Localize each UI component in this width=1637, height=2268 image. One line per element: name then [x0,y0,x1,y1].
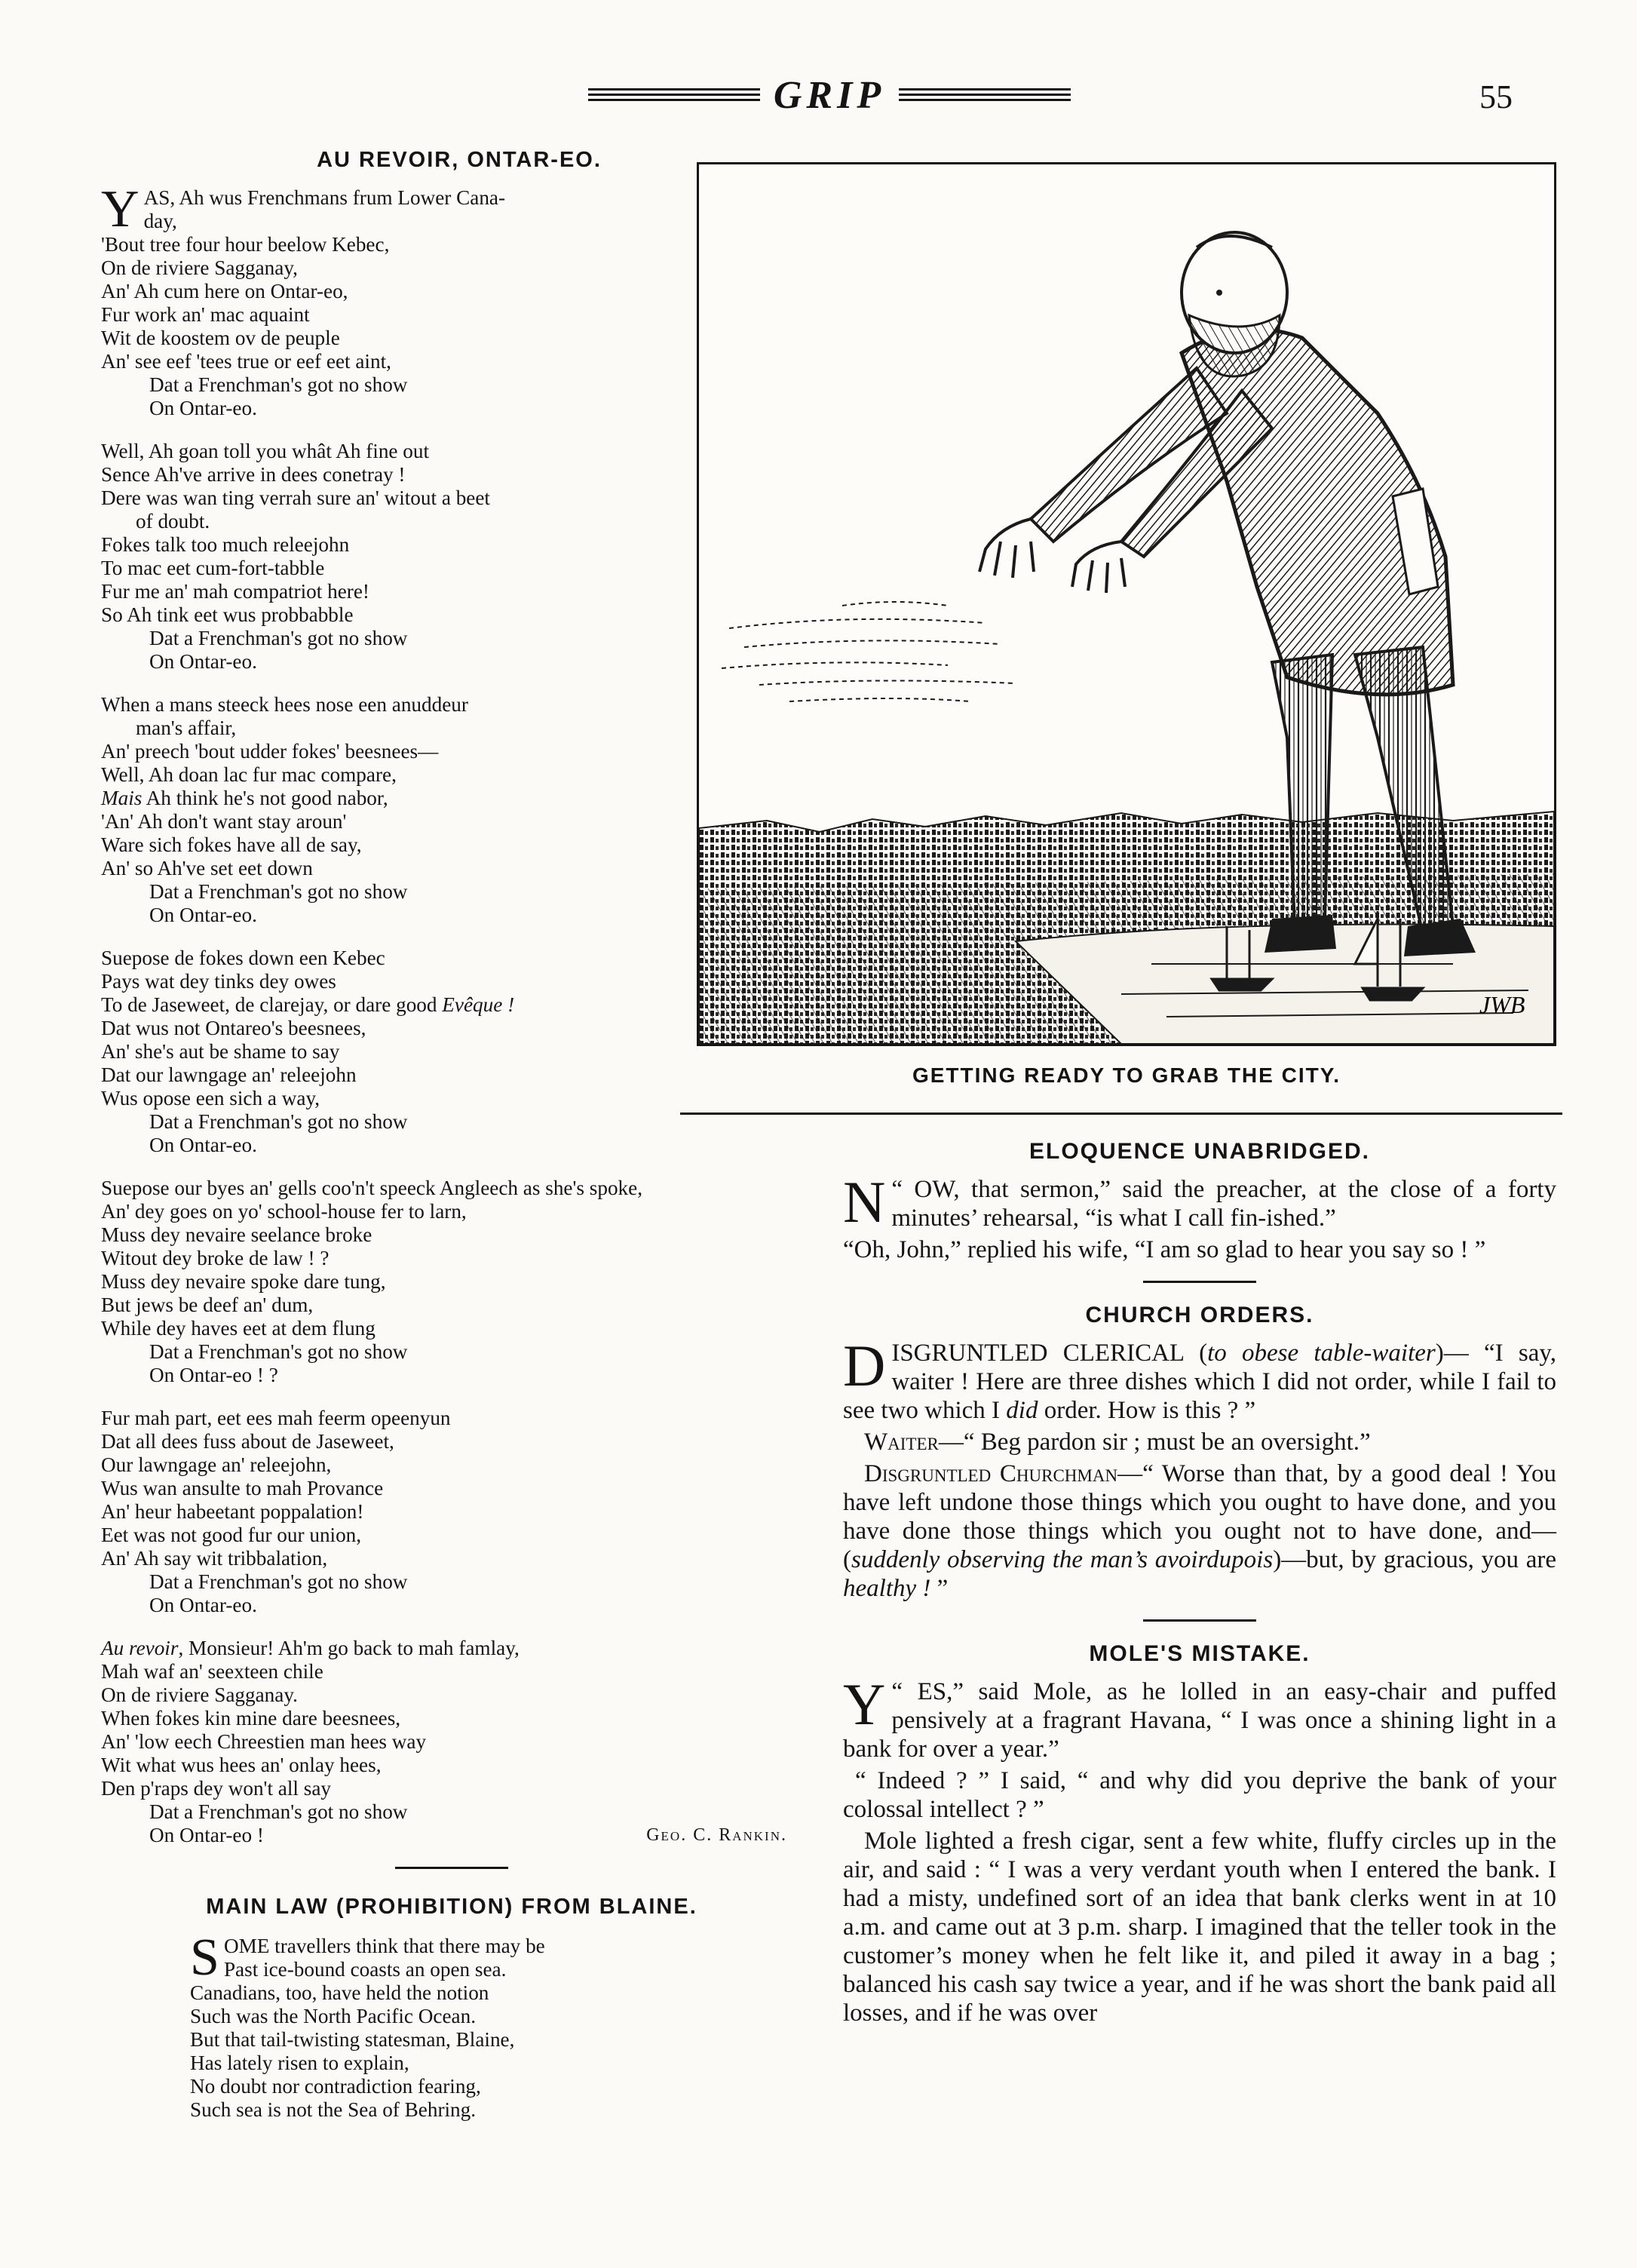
poem-line: On Ontar-eo ! ? [149,1364,278,1386]
poem-line: man's affair, [136,717,237,739]
poem-line: An' 'low eech Chreestien man hees way [101,1730,427,1753]
mole-text-1: ES,” said Mole, as he lolled in an easy-chair and puffed pensively at a fragrant Havana, “ I was once a shining light in a bank for over a year.” [843,1678,1556,1763]
poem-line: On Ontar-eo. [149,904,257,926]
poem-line-text: AS, Ah wus Frenchmans frum Lower Cana- [143,186,506,209]
mole-dropcap: Y [843,1671,886,1737]
poem-title: AU REVOIR, ONTAR-EO. [317,148,602,172]
poem-line: Dat our lawngage an' releejohn [101,1063,357,1086]
church-text: order. How is this ? ” [1038,1397,1256,1424]
main-law-title: MAIN LAW (PROHIBITION) FROM BLAINE. [206,1895,697,1919]
poem-line: Dat a Frenchman's got no show [149,880,408,903]
main-law-poem [101,1929,802,2122]
main-law-line: Canadians, too, have held the notion [190,1981,489,2004]
eloquence-dropcap: N [843,1169,886,1235]
poem-line: On de riviere Sagganay, [101,256,298,279]
speaker-churchman: Disgruntled Churchman [864,1460,1118,1487]
church-orders-title: CHURCH ORDERS. [1085,1303,1314,1327]
cartoon-signature: JWB [1479,991,1525,1018]
poem-line: An' dey goes on yo' school-house fer to larn, [101,1200,467,1223]
poem-line: Au revoir, Monsieur! Ah'm go back to mah famlay, [101,1637,520,1659]
section-divider [395,1867,508,1869]
poem-line: day, [143,210,177,232]
poem-line: On Ontar-eo. [149,1594,257,1616]
poem-line: Fur mah part, eet ees mah feerm opeenyun [101,1407,451,1429]
church-text: )—but, by gracious, you are [1273,1546,1556,1573]
poem-line: Well, Ah doan lac fur mac compare, [101,763,397,786]
poem-line: Dat a Frenchman's got no show [149,1800,408,1823]
poem-line: Den p'raps dey won't all say [101,1777,332,1800]
church-paragraph-3 [843,1459,1556,1603]
poem-line: Ware sich fokes have all de say, [101,833,362,856]
church-text: —“ Beg pardon sir ; must be an oversight.” [938,1429,1371,1456]
church-italic: did [1006,1397,1038,1424]
poem-line: While dey haves eet at dem flung [101,1317,376,1340]
eloquence-text-1: OW, that sermon,” said the preacher, at the close of a forty minutes’ rehearsal, “is what I call fin-ished.” [891,1176,1556,1232]
right-column [843,1139,1556,2027]
poem-line: To de Jaseweet, de clarejay, or dare good Evêque ! [101,993,515,1016]
poem-line: On Ontar-eo. [149,1134,257,1156]
poem-line: Fur work an' mac aquaint [101,303,310,326]
church-dropcap: D [843,1333,886,1398]
poem-line: An' Ah say wit tribbalation, [101,1547,328,1570]
poem-line: Wus wan ansulte to mah Provance [101,1477,384,1499]
poem-line: Dat a Frenchman's got no show [149,373,408,396]
poem-line: Dat a Frenchman's got no show [149,627,408,649]
poem-line: Eet was not good fur our union, [101,1524,362,1546]
poem-line: 'An' Ah don't want stay aroun' [101,810,347,833]
poem-line: An' heur habeetant poppalation! [101,1500,364,1523]
poem-stanza [101,1637,802,1847]
poem-line: Our lawngage an' releejohn, [101,1453,332,1476]
mole-paragraph-1 [843,1671,1556,1763]
church-text: —“ Worse than that, by a good deal ! You have left undone those things which you ought to have done, and you have done those things which you ought not to have done, and—( [843,1460,1556,1573]
mole-paragraph-3: Mole lighted a fresh cigar, sent a few white, fluffy circles up in the air, and said : “ I was a very verdant youth when I entered the bank. I had a misty, undefined sort of an idea that bank clerks went in at 10 a.m. and came out at 3 p.m. sharp. I imagined that the teller took in the customer’s money when he felt like it, and piled it away in a bag ; balanced his cash say twice a year, and if he was short the bank paid all losses, and if he was over [843,1828,1556,2027]
main-law-dropcap: S [190,1929,219,1987]
cartoon-caption: GETTING READY TO GRAB THE CITY. [912,1063,1341,1087]
poem-line: On de riviere Sagganay. [101,1683,298,1706]
church-text: )— “I say, waiter ! Here are three dishes which I did not order, while I fail to see two which I [843,1340,1556,1424]
poem-stanza [101,1407,802,1617]
section-divider [1143,1281,1256,1283]
poem-line: Wus opose een sich a way, [101,1087,320,1109]
poem-stanza [101,1177,802,1387]
main-law-line: Has lately risen to explain, [190,2052,409,2074]
cartoon-drawing [699,164,1554,1044]
poem-line: An' so Ah've set eet down [101,857,313,879]
main-law-line: Such sea is not the Sea of Behring. [190,2098,477,2121]
poem-line: But jews be deef an' dum, [101,1294,314,1316]
poem-line: Fokes talk too much releejohn [101,533,350,556]
poem-line: Dat a Frenchman's got no show [149,1570,408,1593]
poem-line: Well, Ah goan toll you whât Ah fine out [101,440,430,462]
church-italic: to obese table-waiter [1207,1340,1436,1367]
main-law-line: Such was the North Pacific Ocean. [190,2005,476,2027]
section-divider [1143,1619,1256,1622]
poem-line: To mac eet cum-fort-tabble [101,557,325,579]
masthead-rule-right [899,87,1071,103]
open-quote: “ [891,1176,915,1203]
poem-line: Mais Ah think he's not good nabor, [101,787,388,809]
poem-line: An' preech 'bout udder fokes' beesnees— [101,740,439,763]
church-paragraph-2 [843,1428,1556,1456]
main-law-line: SOME travellers think that there may be [190,1929,545,1987]
poem-line: Wit de koostem ov de peuple [101,327,340,349]
main-law-line: No doubt nor contradiction fearing, [190,2075,481,2098]
main-law-line: But that tail-twisting statesman, Blaine, [190,2028,515,2051]
poem-line: Dat wus not Ontareo's beesnees, [101,1017,366,1039]
poem-line: On Ontar-eo. [149,650,257,673]
poem-line: 'Bout tree four hour beelow Kebec, [101,233,390,256]
church-text: ” [930,1575,949,1602]
speaker-waiter: Waiter [864,1429,939,1456]
poem-line: When fokes kin mine dare beesnees, [101,1707,401,1729]
cartoon-illustration [697,162,1556,1046]
poem-line: An' see eef 'tees true or eef eet aint, [101,350,391,373]
masthead-title: GRIP [773,73,886,117]
poem-line: An' Ah cum here on Ontar-eo, [101,280,348,302]
poem-line: Fur me an' mah compatriot here! [101,580,369,603]
poem-line: On Ontar-eo ! Geo. C. Rankin. [149,1824,787,1846]
eloquence-title: ELOQUENCE UNABRIDGED. [1028,1139,1371,1164]
main-law-line: Past ice-bound coasts an open sea. [223,1958,507,1981]
poem-line: When a mans steeck hees nose een anuddeur [101,693,468,716]
poem-line: Muss dey nevaire seelance broke [101,1223,372,1246]
poem-line: Sence Ah've arrive in dees conetray ! [101,463,406,486]
church-text: ISGRUNTLED CLERICAL ( [891,1340,1208,1367]
masthead-rule-left [588,87,760,103]
poem-line: Mah waf an' seexteen chile [101,1660,323,1683]
poem-line: Dat all dees fuss about de Jaseweet, [101,1430,394,1453]
moles-mistake-title: MOLE'S MISTAKE. [1089,1641,1311,1666]
poem-line: So Ah tink eet wus probbabble [101,603,354,626]
column-rule [680,1113,1562,1115]
masthead [588,72,1071,118]
poem-line: Suepose our byes an' gells coo'n't speeck Angleech as she's spoke, [101,1177,642,1199]
poem-line: Dat a Frenchman's got no show [149,1110,408,1133]
church-paragraph-1 [843,1333,1556,1425]
mole-paragraph-2: “ Indeed ? ” I said, “ and why did you deprive the bank of your colossal intellect ? ” [843,1767,1556,1823]
poem-line: An' she's aut be shame to say [101,1040,340,1063]
poem-line: Pays wat dey tinks dey owes [101,970,336,993]
eloquence-paragraph-2: “Oh, John,” replied his wife, “I am so glad to hear you say so ! ” [843,1236,1486,1263]
poem-line: On Ontar-eo. [149,397,257,419]
poem-dropcap: Y [101,180,139,238]
open-quote: “ [891,1678,918,1705]
poem-line: Dere was wan ting verrah sure an' witout a beet [101,486,490,509]
church-italic: suddenly observing the man’s avoirdupois [851,1546,1274,1573]
poem-author: Geo. C. Rankin. [646,1825,787,1845]
poem-line: Dat a Frenchman's got no show [149,1340,408,1363]
page-number: 55 [1479,78,1513,115]
poem-line: Wit what wus hees an' onlay hees, [101,1754,382,1776]
poem-line: Muss dey nevaire spoke dare tung, [101,1270,386,1293]
eloquence-paragraph-1 [843,1169,1556,1235]
poem-line: Witout dey broke de law ! ? [101,1247,330,1269]
poem-line: of doubt. [136,510,210,532]
poem-line: Suepose de fokes down een Kebec [101,947,385,969]
church-italic: healthy ! [843,1575,931,1602]
